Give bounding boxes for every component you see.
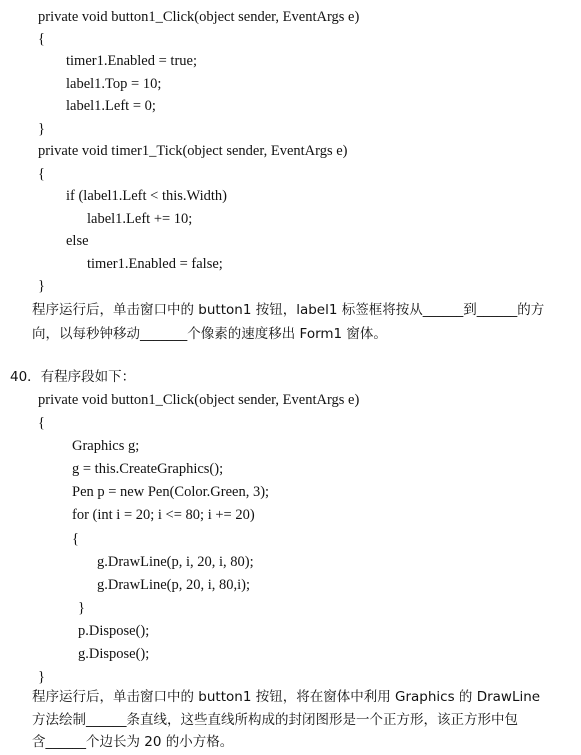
question-text: 含______个边长为 20 的小方格。 [32,734,234,750]
question-heading: 40．有程序段如下： [10,369,136,385]
code-line: label1.Left += 10; [87,211,193,227]
code-line: } [38,121,45,137]
code-line: private void button1_Click(object sender, EventArgs e) [38,9,360,25]
code-line: p.Dispose(); [78,623,150,639]
code-line: } [38,669,45,685]
code-line: timer1.Enabled = false; [87,256,223,272]
code-line: g.DrawLine(p, 20, i, 80,i); [97,577,251,593]
code-line: label1.Top = 10; [66,76,162,92]
code-line: if (label1.Left < this.Width) [66,188,228,204]
code-line: Graphics g; [72,438,140,454]
code-line: { [72,531,79,547]
code-line: g = this.CreateGraphics(); [72,461,224,477]
code-line: } [78,600,85,616]
question-text: 方法绘制______条直线，这些直线所构成的封闭图形是一个正方形，该正方形中包 [32,712,518,728]
question-text: 程序运行后，单击窗口中的 button1 按钮，label1 标签框将按从______到______的方 [32,302,545,318]
code-line: g.DrawLine(p, i, 20, i, 80); [97,554,254,570]
question-text: 程序运行后，单击窗口中的 button1 按钮，将在窗体中利用 Graphics 的 DrawLine [32,689,541,705]
code-line: Pen p = new Pen(Color.Green, 3); [72,484,270,500]
question-text: 向，以每秒钟移动_______个像素的速度移出 Form1 窗体。 [32,326,387,342]
code-line: else [66,233,89,249]
code-line: timer1.Enabled = true; [66,53,197,69]
code-line: } [38,278,45,294]
code-line: { [38,415,45,431]
code-line: for (int i = 20; i <= 80; i += 20) [72,507,255,523]
code-line: { [38,166,45,182]
code-line: { [38,31,45,47]
code-line: g.Dispose(); [78,646,150,662]
code-line: label1.Left = 0; [66,98,156,114]
code-line: private void button1_Click(object sender, EventArgs e) [38,392,360,408]
code-line: private void timer1_Tick(object sender, EventArgs e) [38,143,348,159]
